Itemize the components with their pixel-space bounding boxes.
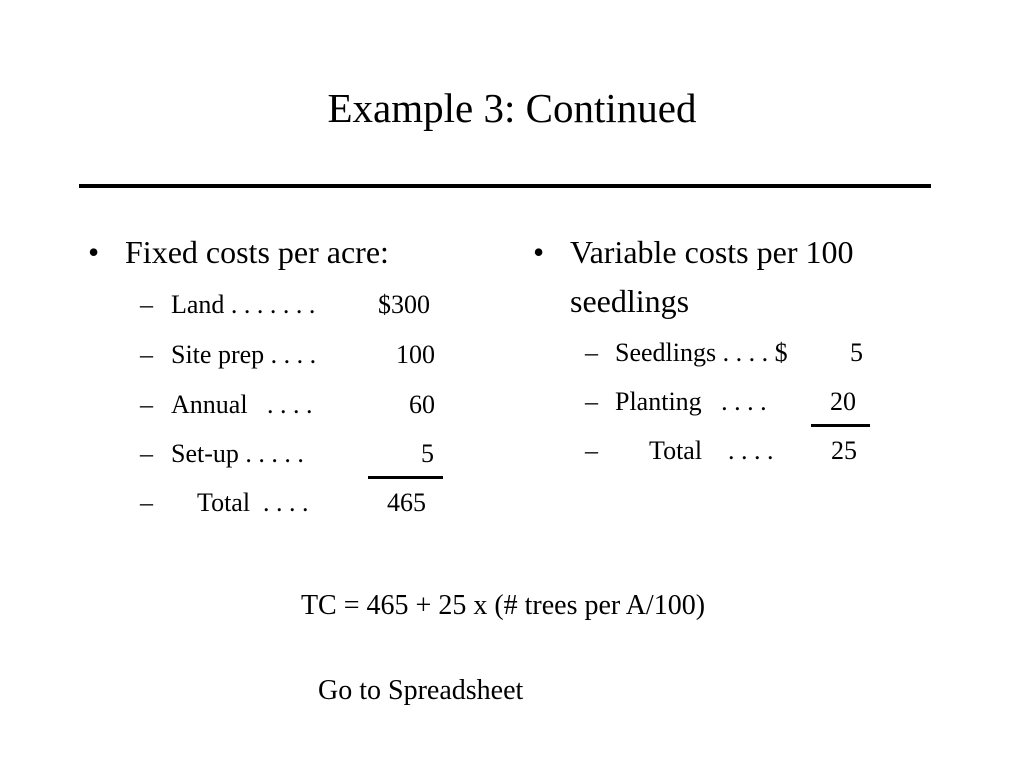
dash-marker: – — [140, 290, 153, 319]
variable-item-value-planting: 20 — [830, 387, 856, 416]
go-to-spreadsheet-link[interactable]: Go to Spreadsheet — [318, 675, 524, 706]
fixed-item-value-land: $300 — [378, 290, 430, 319]
slide-title: Example 3: Continued — [327, 85, 697, 131]
fixed-item-label-setup: Set-up . . . . . — [171, 439, 304, 468]
variable-item-label-planting: Planting . . . . — [615, 387, 767, 416]
fixed-item-label-annual: Annual . . . . — [171, 390, 313, 419]
dash-marker: – — [585, 387, 598, 416]
variable-costs-heading-line2: seedlings — [570, 283, 690, 319]
title-divider — [79, 184, 931, 188]
fixed-item-value-setup: 5 — [421, 439, 434, 468]
variable-item-label-total: Total . . . . — [649, 436, 774, 465]
bullet-icon: • — [88, 234, 100, 270]
variable-item-value-total: 25 — [831, 436, 857, 465]
fixed-item-label-total: Total . . . . — [197, 488, 309, 517]
dash-marker: – — [585, 338, 598, 367]
total-cost-formula: TC = 465 + 25 x (# trees per A/100) — [300, 590, 706, 621]
dash-marker: – — [140, 340, 153, 369]
variable-item-value-seedlings: 5 — [850, 338, 863, 367]
fixed-item-label-site-prep: Site prep . . . . — [171, 340, 317, 369]
variable-costs-heading-line1: Variable costs per 100 — [570, 234, 854, 270]
dash-marker: – — [140, 390, 153, 419]
fixed-item-value-annual: 60 — [409, 390, 435, 419]
fixed-item-label-land: Land . . . . . . . — [171, 290, 316, 319]
sum-underline — [811, 424, 870, 427]
dash-marker: – — [140, 439, 153, 468]
fixed-item-value-site-prep: 100 — [396, 340, 435, 369]
fixed-costs-heading: Fixed costs per acre: — [125, 234, 389, 270]
sum-underline — [368, 476, 443, 479]
bullet-icon: • — [533, 234, 545, 270]
variable-item-label-seedlings: Seedlings . . . . $ — [615, 338, 788, 367]
fixed-item-value-total: 465 — [387, 488, 426, 517]
dash-marker: – — [140, 488, 153, 517]
dash-marker: – — [585, 436, 598, 465]
